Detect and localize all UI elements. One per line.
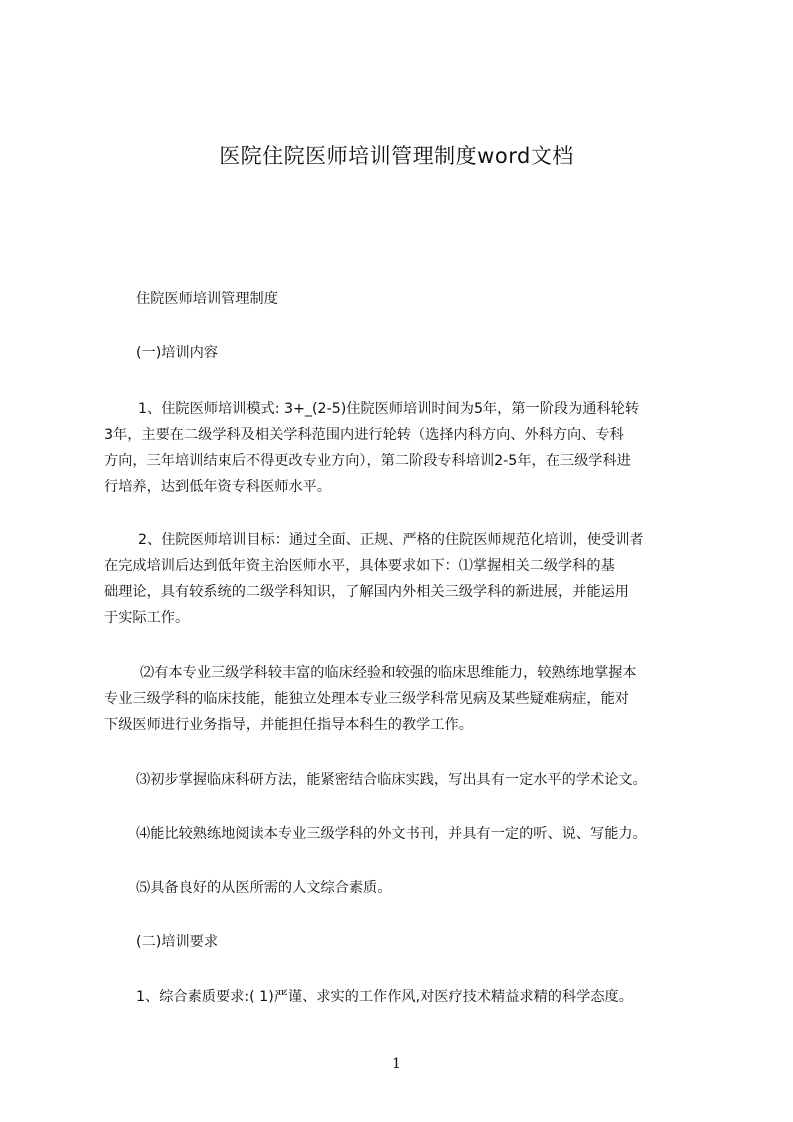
- section-heading-training-requirements: (二)培训要求: [136, 934, 219, 950]
- paragraph-training-goals: [104, 527, 716, 631]
- subtitle: 住院医师培训管理制度: [136, 291, 278, 307]
- paragraph-comprehensive-quality: 1、综合素质要求:( 1)严谨、求实的工作作风,对医疗技术精益求精的科学态度。: [136, 989, 633, 1005]
- paragraph-line: 在完成培训后达到低年资主治医师水平，具体要求如下：⑴掌握相关二级学科的基: [104, 558, 615, 574]
- paragraph-line: 方向，三年培训结束后不得更改专业方向），第二阶段专科培训2-5年，在三级学科进: [104, 453, 631, 469]
- paragraph-line: 行培养，达到低年资专科医师水平。: [104, 479, 332, 495]
- paragraph-training-model: [104, 396, 716, 500]
- paragraph-line: 于实际工作。: [104, 610, 190, 626]
- paragraph-line: 础理论，具有较系统的二级学科知识，了解国内外相关三级学科的新进展，并能运用: [104, 584, 629, 600]
- paragraph-line: ⑵有本专业三级学科较丰富的临床经验和较强的临床思维能力，较熟练地掌握本: [140, 665, 637, 681]
- paragraph-line: 1、住院医师培训模式: 3+_(2-5)住院医师培训时间为5年，第一阶段为通科轮转: [138, 401, 640, 417]
- document-title: 医院住院医师培训管理制度word文档: [219, 144, 574, 168]
- paragraph-line: 2、住院医师培训目标：通过全面、正规、严格的住院医师规范化培训，使受训者: [138, 532, 644, 548]
- paragraph-line: 3年，主要在二级学科及相关学科范围内进行轮转（选择内科方向、外科方向、专科: [104, 427, 624, 443]
- paragraph-humanistic-quality: ⑸具备良好的从医所需的人文综合素质。: [136, 880, 392, 896]
- paragraph-line: 专业三级学科的临床技能，能独立处理本专业三级学科常见病及某些疑难病症，能对: [104, 691, 629, 707]
- paragraph-research-methods: ⑶初步掌握临床科研方法，能紧密结合临床实践，写出具有一定水平的学术论文。: [136, 772, 647, 788]
- paragraph-line: 下级医师进行业务指导，并能担任指导本科生的教学工作。: [104, 717, 473, 733]
- page-number: 1: [392, 1056, 401, 1072]
- paragraph-foreign-literature: ⑷能比较熟练地阅读本专业三级学科的外文书刊，并具有一定的听、说、写能力。: [136, 826, 647, 842]
- paragraph-clinical-experience: [104, 660, 716, 738]
- section-heading-training-content: (一)培训内容: [136, 345, 219, 361]
